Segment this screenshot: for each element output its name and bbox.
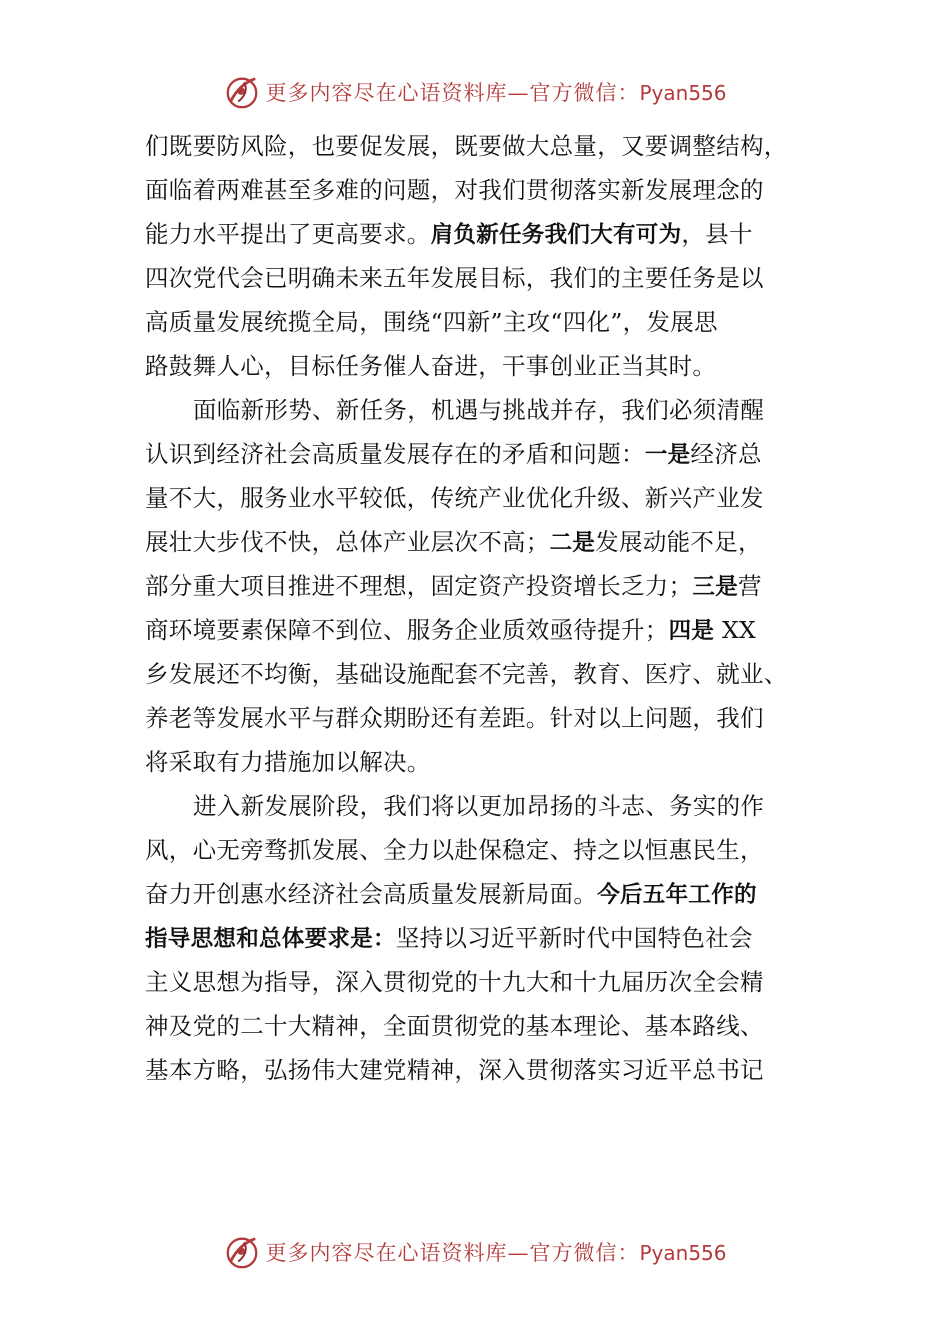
line-text: 奋力开创惠水经济社会高质量发展新局面。 — [145, 880, 598, 908]
line-text: 展壮大步伐不快，总体产业层次不高； — [145, 528, 550, 556]
text-line — [145, 168, 820, 212]
line-text-after: 经济总 — [690, 440, 762, 468]
line-text: 部分重大项目推进不理想，固定资产投资增长乏力； — [145, 572, 693, 600]
line-text: 量不大，服务业水平较低，传统产业优化升级、新兴产业发 — [145, 484, 764, 512]
line-text: 能力水平提出了更高要求。 — [145, 220, 431, 248]
line-bold-text: 肩负新任务我们大有可为 — [430, 222, 682, 248]
line-text: 将采取有力措施加以解决。 — [145, 748, 431, 776]
line-text: 基本方略，弘扬伟大建党精神，深入贯彻落实习近平总书记 — [145, 1056, 764, 1084]
line-text: 们既要防风险，也要促发展，既要做大总量，又要调整结构， — [145, 132, 788, 160]
text-line — [145, 300, 820, 344]
text-line — [145, 916, 820, 960]
header-banner — [0, 70, 950, 114]
line-bold-text: 二是 — [549, 530, 596, 556]
text-line — [145, 256, 820, 300]
line-text: 四次党代会已明确未来五年发展目标，我们的主要任务是以 — [145, 264, 764, 292]
line-text: 商环境要素保障不到位、服务企业质效亟待提升； — [145, 616, 669, 644]
text-line — [145, 476, 820, 520]
line-text: 高质量发展统揽全局，围绕“四新”主攻“四化”，发展思 — [145, 308, 718, 336]
line-text-after: 发展动能不足， — [595, 528, 762, 556]
line-text: 神及党的二十大精神，全面贯彻党的基本理论、基本路线、 — [145, 1012, 764, 1040]
text-line — [145, 564, 820, 608]
text-line — [145, 960, 820, 1004]
text-line — [145, 696, 820, 740]
line-bold-text: 三是 — [692, 574, 739, 600]
text-line — [145, 608, 820, 652]
text-line — [145, 1048, 820, 1092]
line-text: 路鼓舞人心，目标任务催人奋进，干事创业正当其时。 — [145, 352, 717, 380]
text-line — [145, 344, 820, 388]
line-text-after: ，县十 — [681, 220, 753, 248]
line-text: 乡发展还不均衡，基础设施配套不完善，教育、医疗、就业、 — [145, 660, 788, 688]
text-line — [145, 124, 820, 168]
text-line — [145, 1004, 820, 1048]
text-line — [145, 784, 820, 828]
library-logo-icon — [223, 1233, 261, 1271]
document-body — [145, 124, 820, 1092]
library-logo-icon — [223, 73, 261, 111]
line-text: 养老等发展水平与群众期盼还有差距。针对以上问题，我们 — [145, 704, 764, 732]
line-text-after: 营 — [738, 572, 762, 600]
footer-wechat-id: Pyan556 — [639, 1241, 727, 1265]
line-bold-text: 今后五年工作的 — [597, 882, 757, 908]
text-line — [145, 652, 820, 696]
text-line — [145, 432, 820, 476]
line-bold-text: 一是 — [644, 442, 691, 468]
line-text-after: XX — [714, 616, 757, 644]
header-banner-text: 更多内容尽在心语资料库—官方微信：Pyan556 — [265, 81, 727, 105]
text-line — [145, 828, 820, 872]
line-text: 进入新发展阶段，我们将以更加昂扬的斗志、务实的作 — [193, 792, 765, 820]
line-bold-text: 指导思想和总体要求是： — [145, 926, 396, 952]
line-text-after: 坚持以习近平新时代中国特色社会 — [395, 924, 753, 952]
line-text: 认识到经济社会高质量发展存在的矛盾和问题： — [145, 440, 645, 468]
header-wechat-id: Pyan556 — [639, 81, 727, 105]
line-text: 面临着两难甚至多难的问题，对我们贯彻落实新发展理念的 — [145, 176, 764, 204]
text-line — [145, 872, 820, 916]
line-text: 风，心无旁骛抓发展、全力以赴保稳定、持之以恒惠民生， — [145, 836, 764, 864]
text-line — [145, 388, 820, 432]
line-bold-text: 四是 — [668, 618, 715, 644]
text-line — [145, 740, 820, 784]
text-line — [145, 520, 820, 564]
footer-banner — [0, 1230, 950, 1274]
text-line — [145, 212, 820, 256]
line-text: 主义思想为指导，深入贯彻党的十九大和十九届历次全会精 — [145, 968, 764, 996]
footer-banner-text: 更多内容尽在心语资料库—官方微信：Pyan556 — [265, 1241, 727, 1265]
line-text: 面临新形势、新任务，机遇与挑战并存，我们必须清醒 — [193, 396, 765, 424]
